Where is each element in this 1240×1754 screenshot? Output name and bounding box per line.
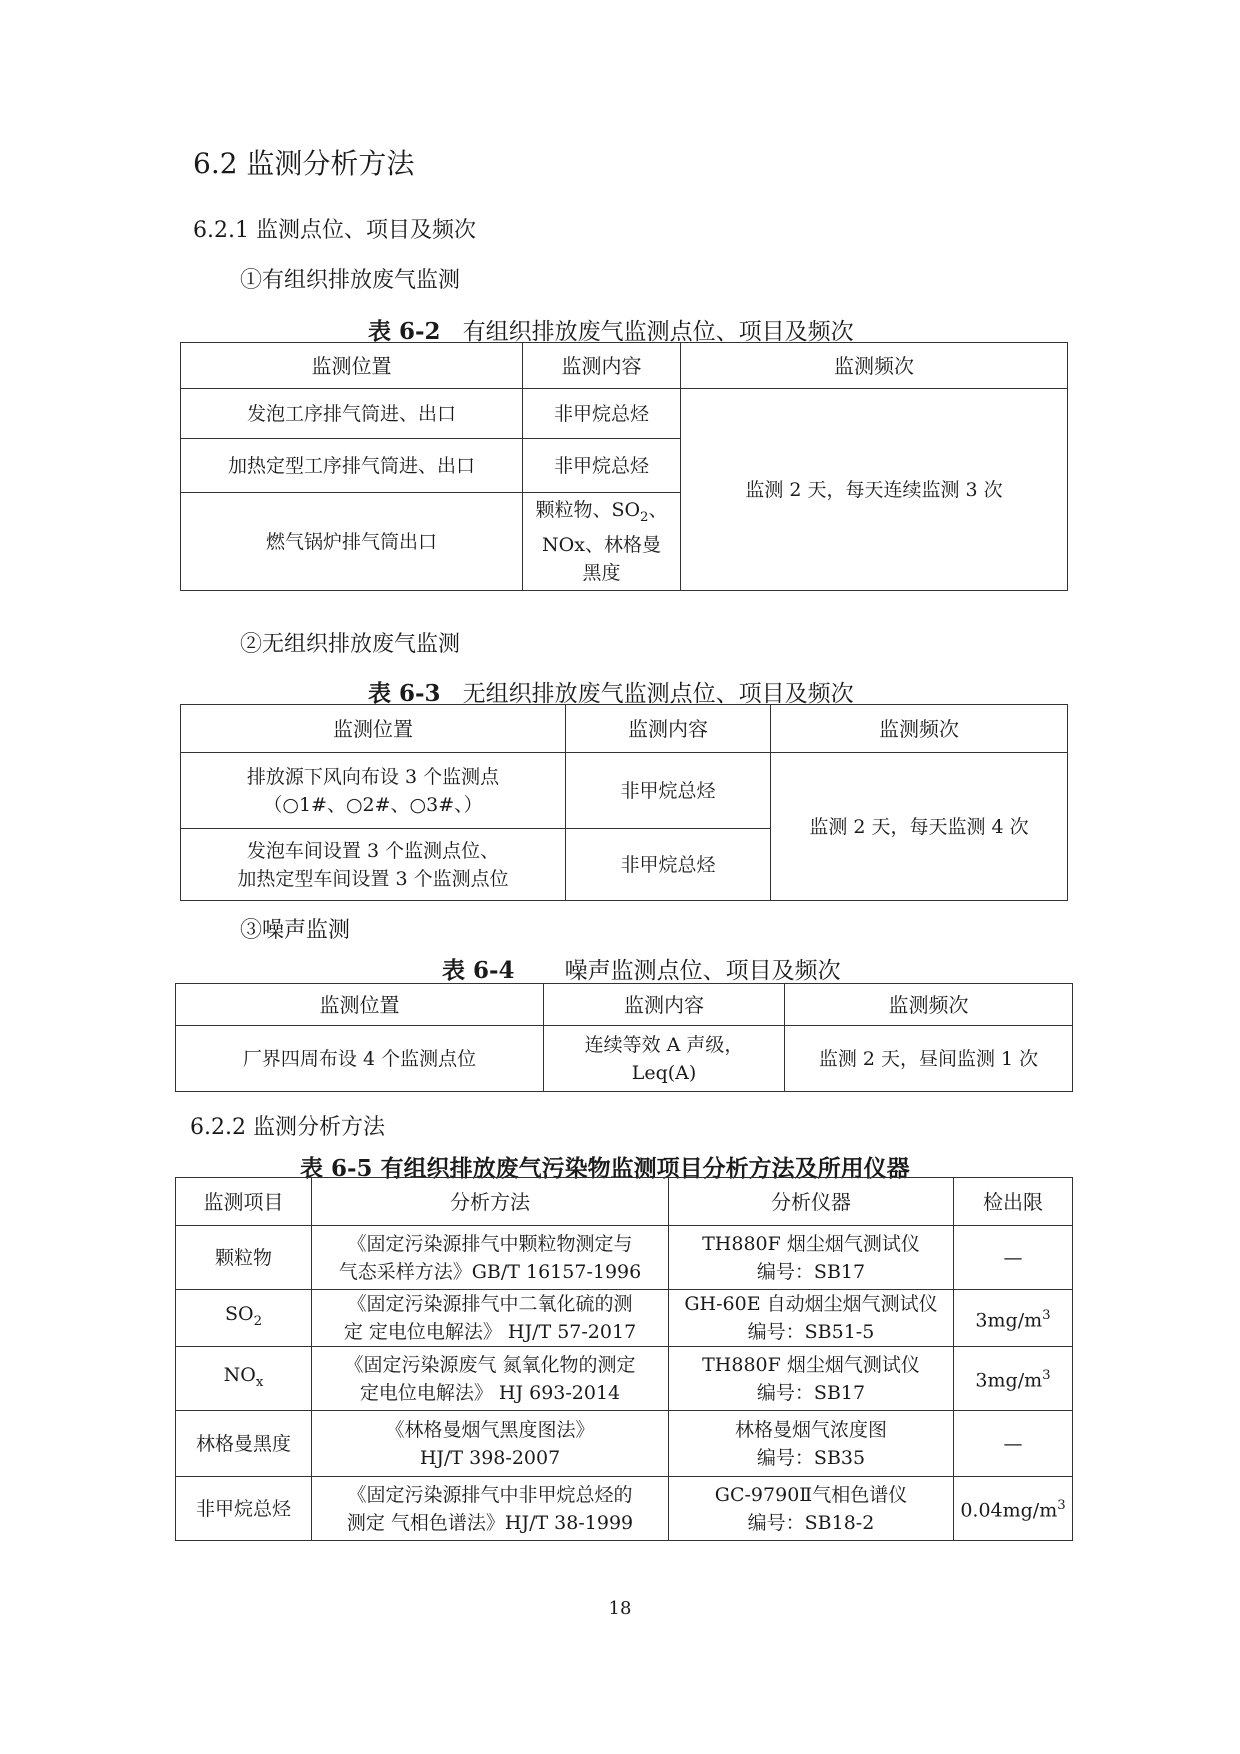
- header-method: 分析方法: [312, 1178, 669, 1226]
- header-frequency: 监测频次: [771, 705, 1068, 753]
- table-cell: 燃气锅炉排气筒出口: [181, 493, 523, 591]
- table-row: [176, 1226, 1073, 1290]
- cell-line: 定 定电位电解法》 HJ/T 57-2017: [343, 1321, 637, 1343]
- subscript: 2: [640, 509, 649, 525]
- cell-text: 0.04mg/m: [960, 1499, 1058, 1522]
- cell-line: 黑度: [582, 562, 621, 585]
- header-item: 监测项目: [176, 1178, 312, 1226]
- item-cell: [176, 1347, 312, 1411]
- cell-line: Leq(A): [631, 1061, 697, 1084]
- cell-line: 《固定污染源排气中颗粒物测定与: [347, 1232, 633, 1255]
- cell-line: 编号：SB17: [756, 1381, 866, 1404]
- table-cell: 非甲烷总烃: [566, 753, 771, 829]
- header-location: 监测位置: [181, 343, 523, 389]
- cell-line: 排放源下风向布设 3 个监测点: [246, 765, 500, 788]
- table-cell: [523, 493, 681, 591]
- table-6-3: [180, 704, 1068, 901]
- caption-text: 表 6-5 有组织排放废气污染物监测项目分析方法及所用仪器: [300, 1155, 910, 1182]
- cell-line: 加热定型车间设置 3 个监测点位: [237, 867, 509, 890]
- table-row: [176, 1477, 1073, 1541]
- limit-cell: [954, 1290, 1073, 1347]
- limit-cell: [954, 1477, 1073, 1541]
- method-cell: [312, 1290, 669, 1347]
- table-cell: [544, 1026, 785, 1092]
- subscript: x: [255, 1374, 264, 1390]
- table-6-2: [180, 342, 1068, 591]
- cell-line: NOx、林格曼: [542, 534, 661, 557]
- table-cell: 非甲烷总烃: [523, 389, 681, 439]
- superscript: 3: [1057, 1498, 1066, 1514]
- cell-line: 定电位电解法》 HJ 693-2014: [359, 1381, 621, 1404]
- cell-line: GH-60E 自动烟尘烟气测试仪: [684, 1293, 938, 1315]
- caption-text: 有组织排放废气监测点位、项目及频次: [462, 319, 854, 345]
- method-cell: [312, 1411, 669, 1477]
- cell-line: 《固定污染源排气中二氧化硫的测: [347, 1293, 633, 1315]
- cell-line: 发泡车间设置 3 个监测点位、: [246, 839, 500, 862]
- instrument-cell: [669, 1347, 954, 1411]
- cell-line: HJ/T 398-2007: [419, 1446, 561, 1469]
- table-row: [176, 1290, 1073, 1347]
- instrument-cell: [669, 1290, 954, 1347]
- cell-line: 编号：SB17: [756, 1260, 866, 1283]
- method-cell: [312, 1347, 669, 1411]
- caption-text: 噪声监测点位、项目及频次: [564, 958, 841, 984]
- header-frequency: 监测频次: [681, 343, 1068, 389]
- subsection-heading-2: 6.2.2 监测分析方法: [190, 1115, 385, 1140]
- instrument-cell: [669, 1411, 954, 1477]
- cell-line: （○1#、○2#、○3#、）: [263, 793, 483, 816]
- item-heading-2: ②无组织排放废气监测: [240, 632, 461, 657]
- header-content: 监测内容: [544, 984, 785, 1026]
- cell-line: TH880F 烟尘烟气测试仪: [702, 1232, 920, 1255]
- superscript: 3: [1042, 1307, 1051, 1323]
- superscript: 3: [1042, 1368, 1051, 1384]
- cell-line: 气态采样方法》GB/T 16157-1996: [338, 1260, 642, 1283]
- table-cell: 加热定型工序排气筒进、出口: [181, 439, 523, 493]
- cell-line: 测定 气相色谱法》HJ/T 38-1999: [346, 1511, 634, 1534]
- cell-line: 编号：SB35: [756, 1446, 866, 1469]
- caption-prefix: 表 6-2: [368, 318, 441, 345]
- header-limit: 检出限: [954, 1178, 1073, 1226]
- cell-line: [529, 496, 674, 532]
- cell-text: 颗粒物、SO: [535, 498, 641, 521]
- cell-line: 《固定污染源排气中非甲烷总烃的: [347, 1483, 633, 1506]
- header-instrument: 分析仪器: [669, 1178, 954, 1226]
- table-cell: 非甲烷总烃: [566, 829, 771, 901]
- item-cell: 颗粒物: [176, 1226, 312, 1290]
- page-number: 18: [608, 1598, 632, 1619]
- cell-text: 3mg/m: [975, 1309, 1043, 1332]
- table-cell: 发泡工序排气筒进、出口: [181, 389, 523, 439]
- item-heading-1: ①有组织排放废气监测: [240, 268, 461, 293]
- cell-line: TH880F 烟尘烟气测试仪: [702, 1353, 920, 1376]
- cell-line: GC-9790Ⅱ气相色谱仪: [714, 1483, 908, 1506]
- header-content: 监测内容: [566, 705, 771, 753]
- table-6-5: [175, 1177, 1073, 1541]
- limit-cell: —: [954, 1411, 1073, 1477]
- instrument-cell: [669, 1477, 954, 1541]
- table-6-4: [175, 983, 1073, 1092]
- table-cell: 监测 2 天，昼间监测 1 次: [785, 1026, 1073, 1092]
- instrument-cell: [669, 1226, 954, 1290]
- cell-text: NO: [223, 1363, 256, 1386]
- cell-line: 编号：SB51-5: [747, 1321, 875, 1343]
- cell-line: 《林格曼烟气黑度图法》: [385, 1418, 595, 1441]
- section-heading: 6.2 监测分析方法: [193, 147, 415, 180]
- header-content: 监测内容: [523, 343, 681, 389]
- table-cell: 非甲烷总烃: [523, 439, 681, 493]
- table-cell: [181, 829, 566, 901]
- limit-cell: [954, 1347, 1073, 1411]
- header-frequency: 监测频次: [785, 984, 1073, 1026]
- item-cell: 林格曼黑度: [176, 1411, 312, 1477]
- cell-text: 、: [648, 498, 668, 521]
- cell-line: 连续等效 A 声级，: [584, 1033, 744, 1056]
- header-location: 监测位置: [181, 705, 566, 753]
- table-cell: 厂界四周布设 4 个监测点位: [176, 1026, 544, 1092]
- limit-cell: —: [954, 1226, 1073, 1290]
- header-location: 监测位置: [176, 984, 544, 1026]
- cell-line: 《固定污染源废气 氮氧化物的测定: [344, 1353, 636, 1376]
- subsection-heading-1: 6.2.1 监测点位、项目及频次: [193, 218, 476, 243]
- item-heading-3: ③噪声监测: [240, 918, 351, 943]
- table-row: [176, 1411, 1073, 1477]
- frequency-cell: 监测 2 天，每天监测 4 次: [771, 753, 1068, 901]
- caption-text: 无组织排放废气监测点位、项目及频次: [462, 681, 854, 707]
- frequency-cell: 监测 2 天，每天连续监测 3 次: [681, 389, 1068, 591]
- table-row: [176, 1347, 1073, 1411]
- cell-text: SO: [224, 1303, 254, 1326]
- item-cell: [176, 1290, 312, 1347]
- method-cell: [312, 1226, 669, 1290]
- item-cell: 非甲烷总烃: [176, 1477, 312, 1541]
- cell-line: 林格曼烟气浓度图: [734, 1418, 887, 1441]
- method-cell: [312, 1477, 669, 1541]
- subscript: 2: [253, 1313, 263, 1329]
- table-6-4-caption: [442, 952, 841, 985]
- cell-text: 3mg/m: [975, 1369, 1043, 1392]
- caption-prefix: 表 6-4: [442, 957, 515, 984]
- cell-line: 编号：SB18-2: [747, 1511, 875, 1534]
- caption-prefix: 表 6-3: [368, 680, 441, 707]
- table-cell: [181, 753, 566, 829]
